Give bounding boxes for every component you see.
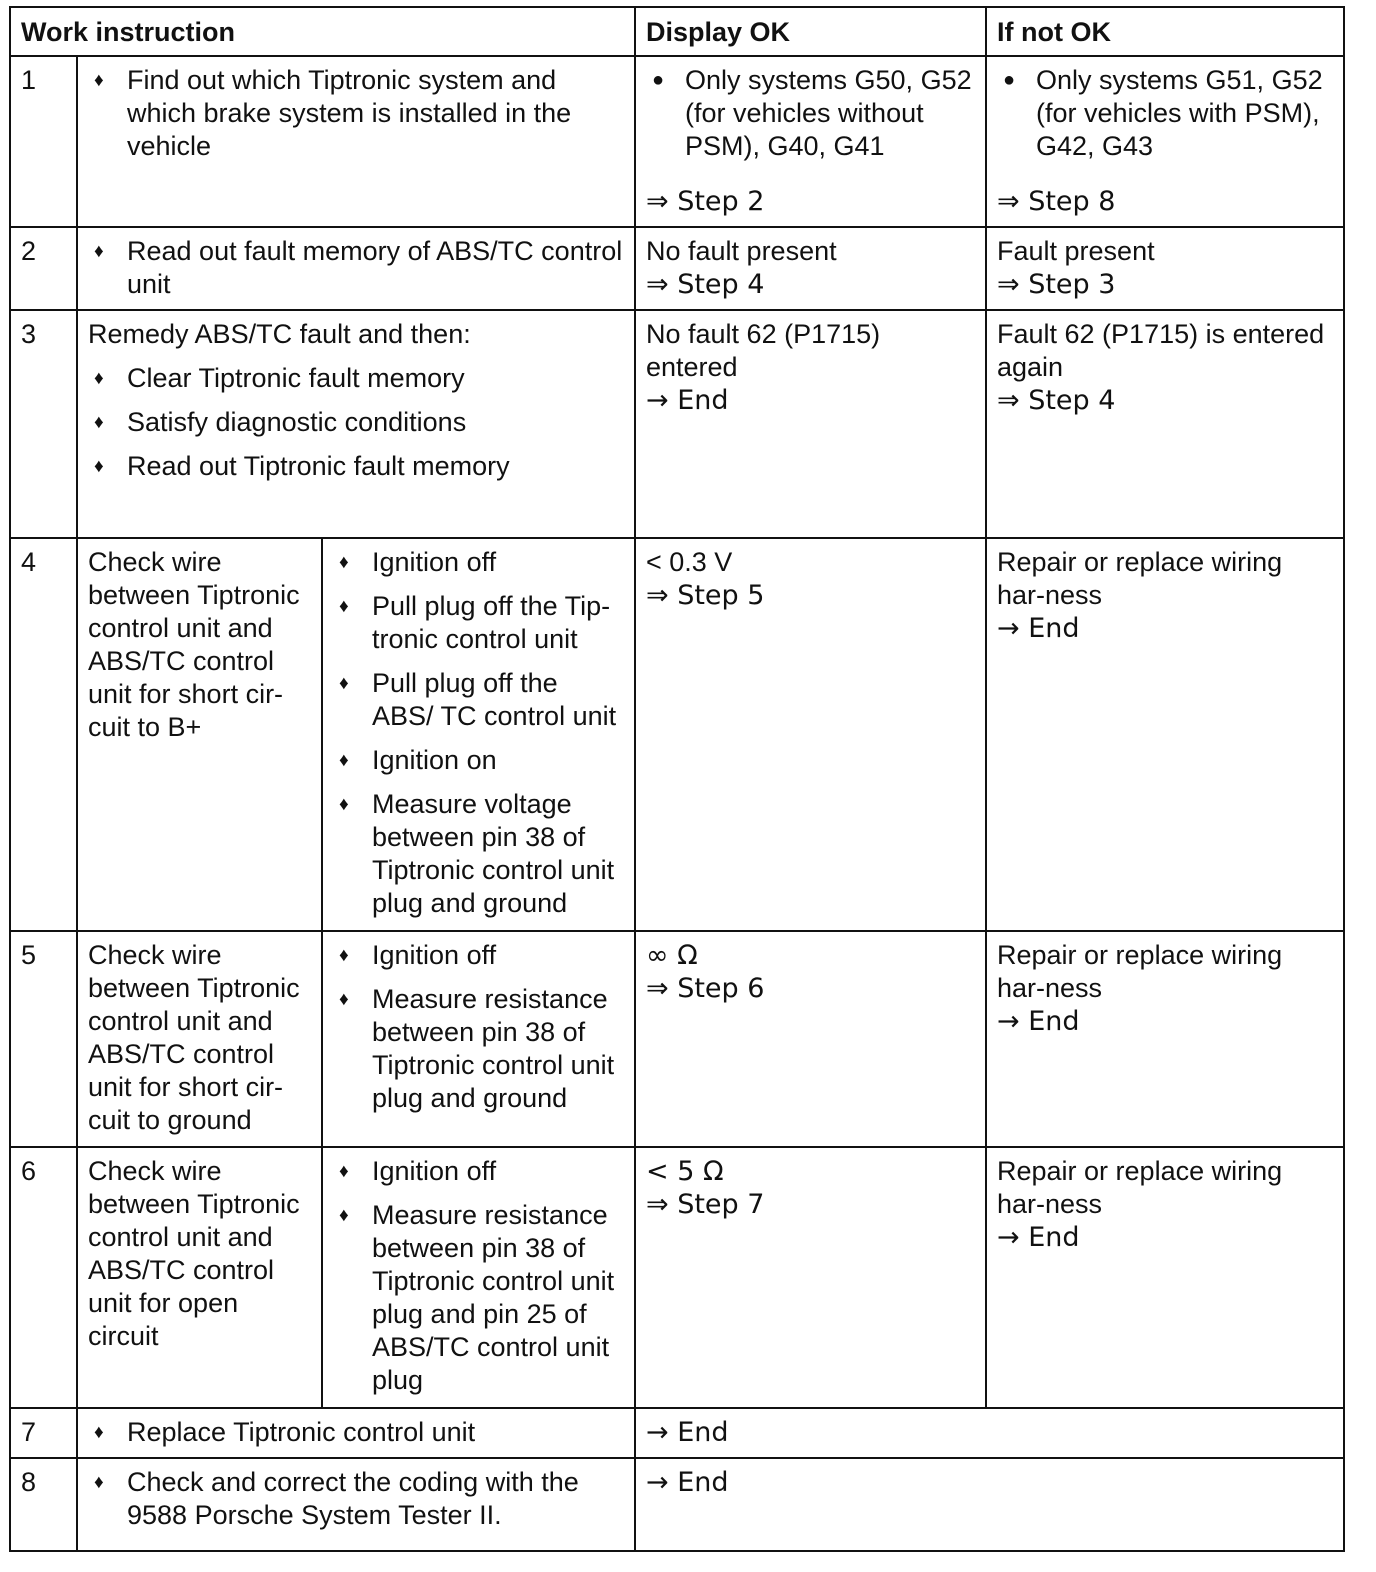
- step-number: 8: [10, 1458, 77, 1551]
- instruction-cell: [77, 227, 635, 310]
- display-ok-cell: [635, 227, 986, 310]
- result-cell: → End: [635, 1408, 1344, 1458]
- table-row: [10, 56, 1344, 227]
- if-not-ok-cell: [986, 56, 1344, 227]
- nok-next-step: ⇒ Step 4: [997, 385, 1116, 416]
- display-ok-cell: [635, 931, 986, 1147]
- ok-next-step: ⇒ Step 2: [646, 186, 765, 217]
- display-ok-cell: [635, 56, 986, 227]
- bullet-item: ♦ Ignition off: [333, 939, 624, 972]
- if-not-ok-cell: [986, 538, 1344, 931]
- bullet-item: ♦ Measure resistance between pin 38 of Tiptronic control unit plug and pin 25 of ABS/TC control unit plug: [333, 1199, 624, 1397]
- nok-condition: Repair or replace wiring har-ness: [997, 940, 1283, 1003]
- step-number: 4: [10, 538, 77, 931]
- table-row: [10, 1458, 1344, 1551]
- step-number: 1: [10, 56, 77, 227]
- nok-condition: Repair or replace wiring har-ness: [997, 547, 1283, 610]
- bullet-item: ♦ Replace Tiptronic control unit: [88, 1416, 624, 1449]
- if-not-ok-cell: [986, 310, 1344, 538]
- ok-condition: No fault present: [646, 236, 837, 266]
- header-row: [10, 7, 1344, 56]
- ok-next-step: ⇒ Step 7: [646, 1189, 765, 1220]
- ok-condition: < 0.3 V: [646, 547, 733, 577]
- nok-condition: Fault 62 (P1715) is entered again: [997, 319, 1325, 382]
- nok-condition: ● Only systems G51, G52 (for vehicles with PSM), G42, G43: [997, 64, 1333, 163]
- instruction-cell: [77, 1408, 635, 1458]
- display-ok-cell: [635, 1147, 986, 1408]
- ok-next-step: ⇒ Step 4: [646, 269, 765, 300]
- ok-condition: ● Only systems G50, G52 (for vehicles without PSM), G40, G41: [646, 64, 975, 163]
- bullet-item: ♦ Satisfy diagnostic conditions: [88, 406, 624, 439]
- nok-condition: Fault present: [997, 236, 1155, 266]
- instruction-cell: [322, 931, 635, 1147]
- bullet-item: ♦ Ignition on: [333, 744, 624, 777]
- bullet-item: ♦ Clear Tiptronic fault memory: [88, 362, 624, 395]
- bullet-item: ♦ Read out fault memory of ABS/TC control unit: [88, 235, 624, 301]
- ok-condition: < 5 Ω: [646, 1156, 724, 1187]
- step-number: 7: [10, 1408, 77, 1458]
- bullet-item: ♦ Find out which Tiptronic system and which brake system is installed in the vehicle: [88, 64, 624, 163]
- check-description: Check wire between Tiptronic control unit and ABS/TC control unit for open circuit: [77, 1147, 322, 1408]
- bullet-item: ♦ Ignition off: [333, 546, 624, 579]
- display-ok-cell: [635, 310, 986, 538]
- check-description: Check wire between Tiptronic control unit and ABS/TC control unit for short cir-cuit to B+: [77, 538, 322, 931]
- instruction-cell: [77, 1458, 635, 1551]
- ok-next-step: → End: [646, 385, 729, 416]
- instruction-lead: Remedy ABS/TC fault and then:: [88, 319, 471, 349]
- instruction-cell: [322, 538, 635, 931]
- table-row: [10, 227, 1344, 310]
- header-if-not-ok: If not OK: [986, 7, 1344, 56]
- display-ok-cell: [635, 538, 986, 931]
- if-not-ok-cell: [986, 931, 1344, 1147]
- instruction-cell: [322, 1147, 635, 1408]
- ok-next-step: ⇒ Step 6: [646, 973, 765, 1004]
- if-not-ok-cell: [986, 1147, 1344, 1408]
- nok-next-step: → End: [997, 1006, 1080, 1037]
- ok-condition: No fault 62 (P1715) entered: [646, 319, 881, 382]
- nok-next-step: → End: [997, 613, 1080, 644]
- bullet-item: ♦ Pull plug off the ABS/ TC control unit: [333, 667, 624, 733]
- nok-next-step: → End: [997, 1222, 1080, 1253]
- table-row: [10, 1147, 1344, 1408]
- instruction-cell: [77, 56, 635, 227]
- step-number: 5: [10, 931, 77, 1147]
- table-row: [10, 310, 1344, 538]
- ok-next-step: ⇒ Step 5: [646, 580, 765, 611]
- table-row: [10, 931, 1344, 1147]
- nok-condition: Repair or replace wiring har-ness: [997, 1156, 1283, 1219]
- bullet-item: ♦ Pull plug off the Tip-tronic control unit: [333, 590, 624, 656]
- nok-next-step: ⇒ Step 8: [997, 186, 1116, 217]
- step-number: 3: [10, 310, 77, 538]
- check-description: Check wire between Tiptronic control unit and ABS/TC control unit for short cir-cuit to ground: [77, 931, 322, 1147]
- table-row: [10, 538, 1344, 931]
- table-row: [10, 1408, 1344, 1458]
- instruction-cell: [77, 310, 635, 538]
- bullet-item: ♦ Measure resistance between pin 38 of Tiptronic control unit plug and ground: [333, 983, 624, 1115]
- bullet-item: ♦ Read out Tiptronic fault memory: [88, 450, 624, 483]
- if-not-ok-cell: [986, 227, 1344, 310]
- bullet-item: ♦ Measure voltage between pin 38 of Tiptronic control unit plug and ground: [333, 788, 624, 920]
- work-instruction-table: [9, 6, 1345, 1552]
- step-number: 6: [10, 1147, 77, 1408]
- ok-condition: ∞ Ω: [646, 940, 698, 971]
- bullet-item: ♦ Check and correct the coding with the 9588 Porsche System Tester II.: [88, 1466, 624, 1532]
- header-display-ok: Display OK: [635, 7, 986, 56]
- step-number: 2: [10, 227, 77, 310]
- nok-next-step: ⇒ Step 3: [997, 269, 1116, 300]
- result-cell: → End: [635, 1458, 1344, 1551]
- bullet-item: ♦ Ignition off: [333, 1155, 624, 1188]
- header-work-instruction: Work instruction: [10, 7, 635, 56]
